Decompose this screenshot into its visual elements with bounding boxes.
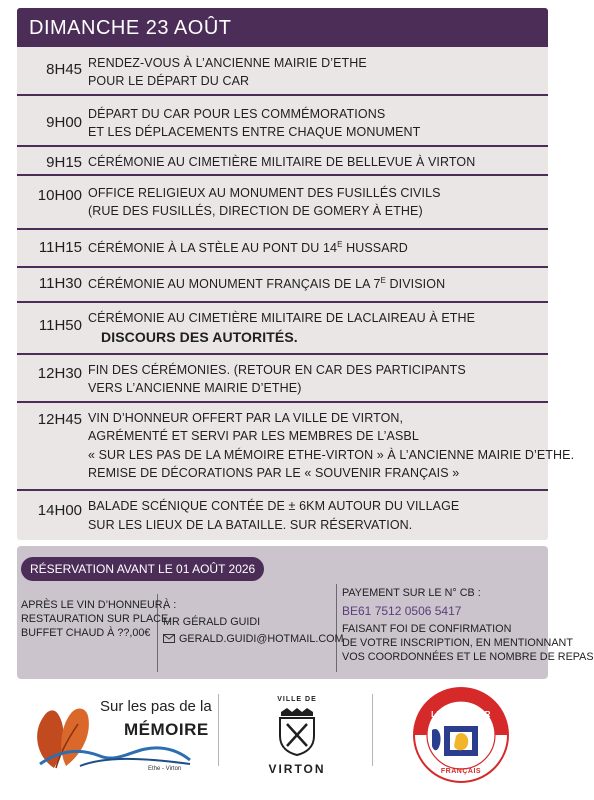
souvenir-francais-logo	[412, 686, 510, 784]
account-number: BE61 7512 0506 5417	[342, 604, 462, 618]
event-text: OFFICE RELIGIEUX AU MONUMENT DES FUSILLÉS CIVILS	[88, 186, 441, 200]
event-time: 12H45	[37, 411, 82, 428]
restauration-info	[21, 598, 171, 640]
reservation-banner: RÉSERVATION AVANT LE 01 AOÛT 2026	[21, 557, 264, 581]
event-row	[17, 268, 548, 303]
info-line: RESTAURATION SUR PLACE.	[21, 613, 172, 625]
event-text: FIN DES CÉRÉMONIES. (RETOUR EN CAR DES PARTICIPANTS	[88, 363, 466, 377]
memoire-line2: MÉMOIRE	[124, 720, 209, 739]
event-text-part: CÉRÉMONIE AU MONUMENT FRANÇAIS DE LA 7	[88, 277, 381, 291]
virton-top: VILLE DE	[277, 696, 317, 703]
event-text-bold: DISCOURS DES AUTORITÉS.	[101, 329, 298, 345]
event-time: 9H00	[46, 114, 82, 131]
superscript: E	[337, 240, 343, 249]
virton-name: VIRTON	[268, 762, 326, 776]
memoire-line1: Sur les pas de la	[100, 698, 212, 715]
virton-crest-icon	[277, 706, 317, 756]
reservation-panel	[17, 546, 594, 679]
event-text: SUR LES LIEUX DE LA BATAILLE. SUR RÉSERVATION.	[88, 518, 413, 532]
event-time: 11H50	[38, 317, 82, 334]
souvenir-bottom: FRANÇAIS	[440, 768, 482, 775]
event-time: 10H00	[37, 187, 82, 204]
souvenir-top: LE SOUVENIR	[431, 710, 491, 719]
event-text: (RUE DES FUSILLÉS, DIRECTION DE GOMERY À ETHE)	[88, 204, 423, 218]
hills-icon	[40, 742, 190, 768]
event-row	[17, 403, 575, 491]
event-row	[17, 96, 548, 147]
event-time: 12H30	[37, 365, 82, 382]
logo-bar	[0, 680, 564, 800]
event-text: « SUR LES PAS DE LA MÉMOIRE ETHE-VIRTON » À L’ANCIENNE MAIRIE D’ETHE.	[88, 448, 575, 462]
event-row	[17, 230, 548, 268]
event-row	[17, 303, 548, 355]
event-text	[88, 276, 445, 291]
event-text	[88, 240, 408, 255]
event-time: 11H30	[38, 275, 82, 292]
contact-email[interactable]: GERALD.GUIDI@HOTMAIL.COM	[179, 633, 344, 645]
payment-info	[342, 586, 594, 664]
event-time: 9H15	[46, 154, 82, 171]
payment-note-line: DE VOTRE INSCRIPTION, EN MENTIONNANT	[342, 637, 573, 649]
superscript: E	[380, 276, 386, 285]
memoire-logo	[28, 698, 212, 780]
event-time: 11H15	[38, 239, 82, 256]
event-time: 14H00	[37, 502, 82, 519]
event-row	[17, 355, 548, 403]
payment-label: PAYEMENT SUR LE N° CB :	[342, 587, 481, 599]
payment-note-line: VOS COORDONNÉES ET LE NOMBRE DE REPAS	[342, 651, 594, 663]
program-panel	[17, 8, 575, 540]
event-row	[17, 176, 548, 230]
divider	[218, 694, 219, 766]
event-text-part: DIVISION	[385, 277, 446, 291]
info-line: BUFFET CHAUD À ??,00€	[21, 627, 151, 639]
contact-info	[163, 598, 344, 648]
virton-logo	[262, 696, 332, 780]
event-time: 8H45	[46, 61, 82, 78]
memoire-line3: Ethe - Virton	[148, 766, 182, 772]
event-row	[17, 491, 548, 540]
event-row	[17, 53, 548, 96]
event-text: VERS L’ANCIENNE MAIRIE D’ETHE)	[88, 381, 302, 395]
event-row	[17, 147, 548, 176]
event-text: VIN D’HONNEUR OFFERT PAR LA VILLE DE VIRTON,	[88, 411, 404, 425]
event-text: POUR LE DÉPART DU CAR	[88, 74, 250, 88]
event-text: REMISE DE DÉCORATIONS PAR LE « SOUVENIR FRANÇAIS »	[88, 466, 460, 480]
contact-name: MR GÉRALD GUIDI	[163, 616, 261, 628]
program-title: DIMANCHE 23 AOÛT	[17, 8, 548, 47]
contact-email-row[interactable]	[163, 632, 344, 648]
divider	[372, 694, 373, 766]
mail-icon	[163, 633, 175, 648]
event-text-part: HUSSARD	[342, 241, 408, 255]
event-text: DÉPART DU CAR POUR LES COMMÉMORATIONS	[88, 107, 386, 121]
event-text: CÉRÉMONIE AU CIMETIÈRE MILITAIRE DE BELLEVUE À VIRTON	[88, 155, 476, 169]
event-text: RENDEZ-VOUS À L’ANCIENNE MAIRIE D’ETHE	[88, 56, 367, 70]
event-text-part: CÉRÉMONIE À LA STÈLE AU PONT DU 14	[88, 241, 338, 255]
event-text: BALADE SCÉNIQUE CONTÉE DE ± 6KM AUTOUR DU VILLAGE	[88, 499, 460, 513]
payment-note-line: FAISANT FOI DE CONFIRMATION	[342, 623, 512, 635]
event-text: ET LES DÉPLACEMENTS ENTRE CHAQUE MONUMENT	[88, 125, 421, 139]
event-text: AGRÉMENTÉ ET SERVI PAR LES MEMBRES DE L’ASBL	[88, 429, 419, 443]
contact-label: À :	[163, 599, 177, 611]
event-text: CÉRÉMONIE AU CIMETIÈRE MILITAIRE DE LACLAIREAU À ETHE	[88, 311, 476, 325]
info-line: APRÈS LE VIN D’HONNEUR,	[21, 599, 166, 611]
